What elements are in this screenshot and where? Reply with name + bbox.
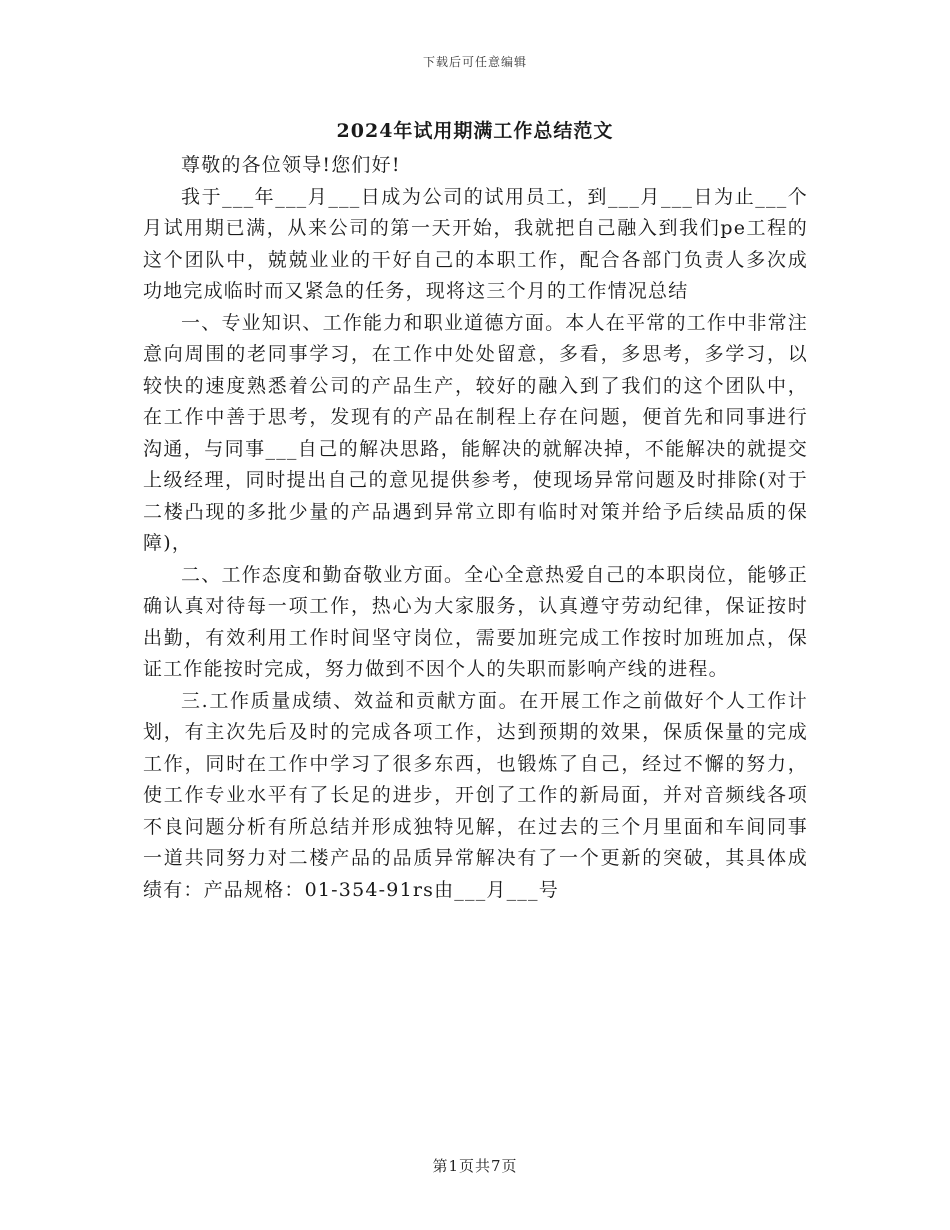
greeting-paragraph: 尊敬的各位领导!您们好! xyxy=(181,154,401,176)
page-footer: 第1页共7页 xyxy=(432,1157,518,1175)
section-3-paragraph: 三.工作质量成绩、效益和贡献方面。在开展工作之前做好个人工作计划，有主次先后及时的完成各项工作，达到预期的效果，保质保量的完成工作，同时在工作中学习了很多东西，也锻炼了自己，经过不懈的努力，使工作专业水平有了长足的进步，开创了工作的新局面，并对音频线各项不良问题分析有所总结并形成独特见解，在过去的三个月里面和车间同事一道共同努力对二楼产品的品质异常解决有了一个更新的突破，其具体成绩有：产品规格：01-354-91rs由___月___号 xyxy=(143,689,808,901)
intro-paragraph: 我于___年___月___日成为公司的试用员工，到___月___日为止___个月试用期已满，从来公司的第一天开始，我就把自己融入到我们pe工程的这个团队中，兢兢业业的干好自己的本职工作，配合各部门负责人多次成功地完成临时而又紧急的任务，现将这三个月的工作情况总结 xyxy=(143,185,808,302)
section-2-paragraph: 二、工作态度和勤奋敬业方面。全心全意热爱自己的本职岗位，能够正确认真对待每一项工作，热心为大家服务，认真遵守劳动纪律，保证按时出勤，有效利用工作时间坚守岗位，需要加班完成工作按时加班加点，保证工作能按时完成，努力做到不因个人的失职而影响产线的进程。 xyxy=(143,563,808,680)
document-title: 2024年试用期满工作总结范文 xyxy=(336,120,614,142)
document-body xyxy=(143,150,808,906)
section-1-paragraph: 一、专业知识、工作能力和职业道德方面。本人在平常的工作中非常注意向周围的老同事学习，在工作中处处留意，多看，多思考，多学习，以较快的速度熟悉着公司的产品生产，较好的融入到了我们的这个团队中，在工作中善于思考，发现有的产品在制程上存在问题，便首先和同事进行沟通，与同事___自己的解决思路，能解决的就解决掉，不能解决的就提交上级经理，同时提出自己的意见提供参考，使现场异常问题及时排除(对于二楼凸现的多批少量的产品遇到异常立即有临时对策并给予后续品质的保障)， xyxy=(143,311,808,554)
header-note: 下载后可任意编辑 xyxy=(422,55,527,69)
